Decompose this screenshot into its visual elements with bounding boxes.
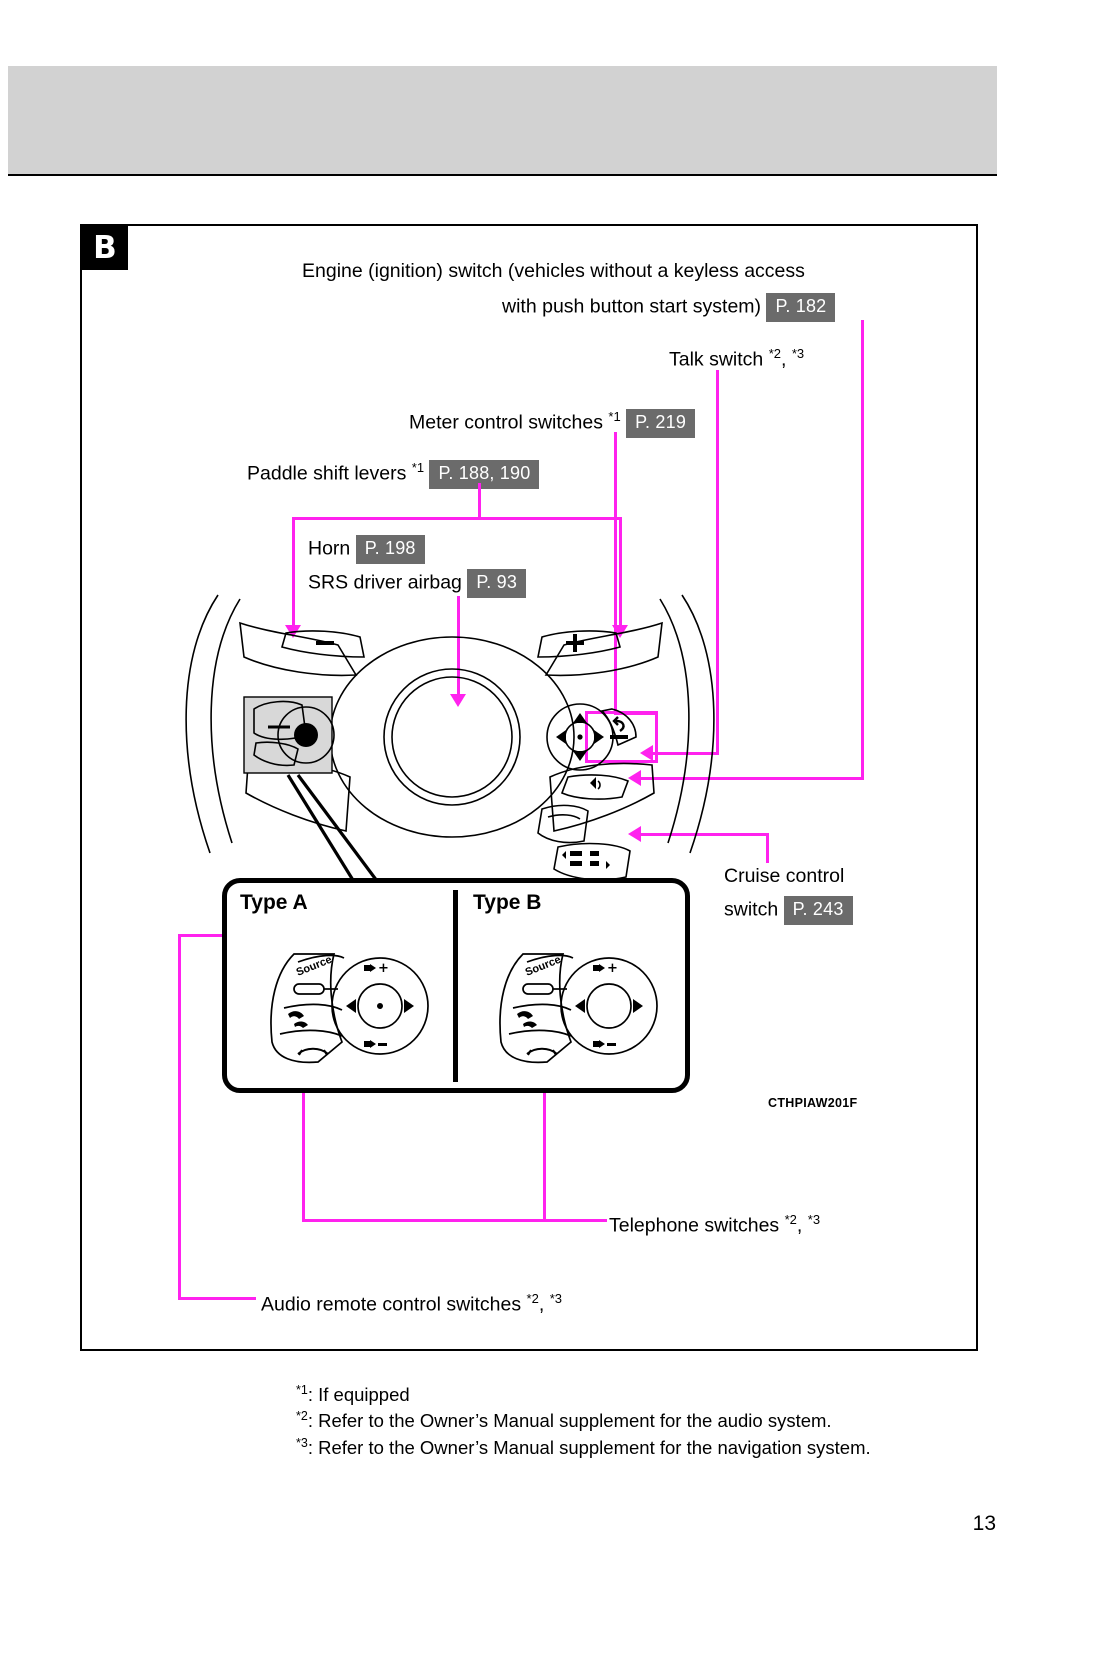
page-ref-chip-cruise-control[interactable]: P. 243 — [784, 896, 853, 925]
section-badge: B — [82, 226, 128, 270]
steering-wheel-illustration — [170, 585, 730, 885]
leader-engine-switch-vertical — [861, 320, 864, 780]
phone-hangup-icon-type-a — [298, 1049, 328, 1055]
leader-audio-left-vertical — [178, 934, 181, 1298]
source-label-type-b: Source — [523, 953, 563, 979]
volume-arrow-icons-type-b — [575, 961, 643, 1048]
label-engine-switch-line1: Engine (ignition) switch (vehicles without a keyless access — [302, 260, 805, 282]
horn-text: Horn — [308, 537, 351, 560]
label-talk-switch: Talk switch $^{*2}$, $^{*3}$ — [669, 346, 805, 371]
leader-paddle-vertical-stem — [478, 483, 481, 519]
talk-switch-note-a: *2 — [768, 346, 781, 361]
label-cruise-control-line1: Cruise control — [724, 865, 845, 887]
page-ref-chip-meter-control[interactable]: P. 219 — [626, 409, 695, 438]
phone-hangup-icon-type-b — [527, 1049, 557, 1055]
footnote-3 — [296, 1435, 996, 1461]
footnotes-block — [296, 1382, 996, 1461]
switch-cluster-type-b — [487, 938, 663, 1070]
detail-title-type-a: Type A — [240, 891, 308, 914]
label-cruise-control-line2 — [724, 896, 853, 925]
paddle-minus-glyph — [316, 641, 334, 645]
cruise-control-line2-text: switch — [724, 898, 779, 921]
engine-switch-line2-text: with push button start system) — [502, 295, 762, 318]
footnote-3-text: : Refer to the Owner’s Manual supplement for the navigation system. — [307, 1437, 871, 1458]
switch-cluster-type-a — [258, 938, 434, 1070]
label-paddle-shift-levers — [247, 459, 539, 489]
label-audio-remote-switches: Audio remote control switches $^{*2}$, $^{*3}$ — [261, 1291, 562, 1316]
phone-pickup-icon-type-b — [517, 1011, 537, 1028]
telephone-note-b: *3 — [807, 1212, 821, 1227]
svg-text:+: + — [378, 961, 389, 976]
footnote-3-marker: *3 — [296, 1435, 308, 1450]
header-band — [8, 66, 997, 176]
source-label-type-a: Source — [294, 953, 334, 979]
leader-paddle-horizontal — [292, 517, 622, 520]
svg-text:+: + — [607, 961, 618, 976]
detail-box-divider — [453, 890, 458, 1082]
leader-audio-bottom-horizontal — [178, 1297, 256, 1300]
detail-title-type-b: Type B — [473, 891, 542, 914]
footnote-2-marker: *2 — [296, 1409, 308, 1424]
meter-control-text: Meter control switches — [409, 411, 603, 434]
phone-pickup-icon-type-a — [288, 1011, 308, 1028]
page-ref-chip-paddle-shift[interactable]: P. 188, 190 — [429, 460, 539, 489]
audio-remote-note-b: *3 — [549, 1291, 562, 1306]
label-telephone-switches: Telephone switches $^{*2}$, $^{*3}$ — [609, 1212, 821, 1237]
label-engine-switch-line2 — [502, 293, 835, 322]
leader-cruise-control-vertical — [766, 833, 769, 863]
page-number: 13 — [972, 1512, 996, 1535]
telephone-note-a: *2 — [784, 1212, 797, 1227]
meter-control-note: *1 — [608, 409, 621, 424]
paddle-shift-text: Paddle shift levers — [247, 462, 407, 485]
steering-wheel-svg — [170, 585, 730, 885]
page-ref-chip-horn[interactable]: P. 198 — [356, 535, 425, 564]
telephone-switches-text: Telephone switches — [609, 1214, 780, 1237]
page-ref-chip-srs-airbag[interactable]: P. 93 — [467, 569, 526, 598]
leader-telephone-horizontal — [302, 1219, 607, 1222]
page-ref-chip-engine-switch[interactable]: P. 182 — [766, 293, 835, 322]
paddle-shift-note: *1 — [411, 460, 425, 475]
figure-code: CTHPIAW201F — [768, 1096, 858, 1110]
footnote-1 — [296, 1382, 996, 1408]
audio-remote-text: Audio remote control switches — [261, 1293, 522, 1316]
footnote-1-text: : If equipped — [307, 1384, 410, 1406]
talk-switch-icon — [590, 777, 600, 789]
audio-remote-note-a: *2 — [526, 1291, 539, 1306]
footnote-2-text: : Refer to the Owner’s Manual supplement for the audio system. — [307, 1410, 832, 1432]
label-horn — [308, 535, 425, 564]
label-meter-control-switches — [409, 408, 695, 438]
talk-switch-text: Talk switch — [669, 348, 764, 371]
talk-switch-note-b: *3 — [791, 346, 805, 361]
callout-pointer-lines — [288, 775, 380, 885]
footnote-1-marker: *1 — [296, 1383, 308, 1397]
footnote-2 — [296, 1408, 996, 1434]
cruise-control-icon-group — [562, 851, 610, 869]
srs-airbag-text: SRS driver airbag — [308, 571, 462, 594]
